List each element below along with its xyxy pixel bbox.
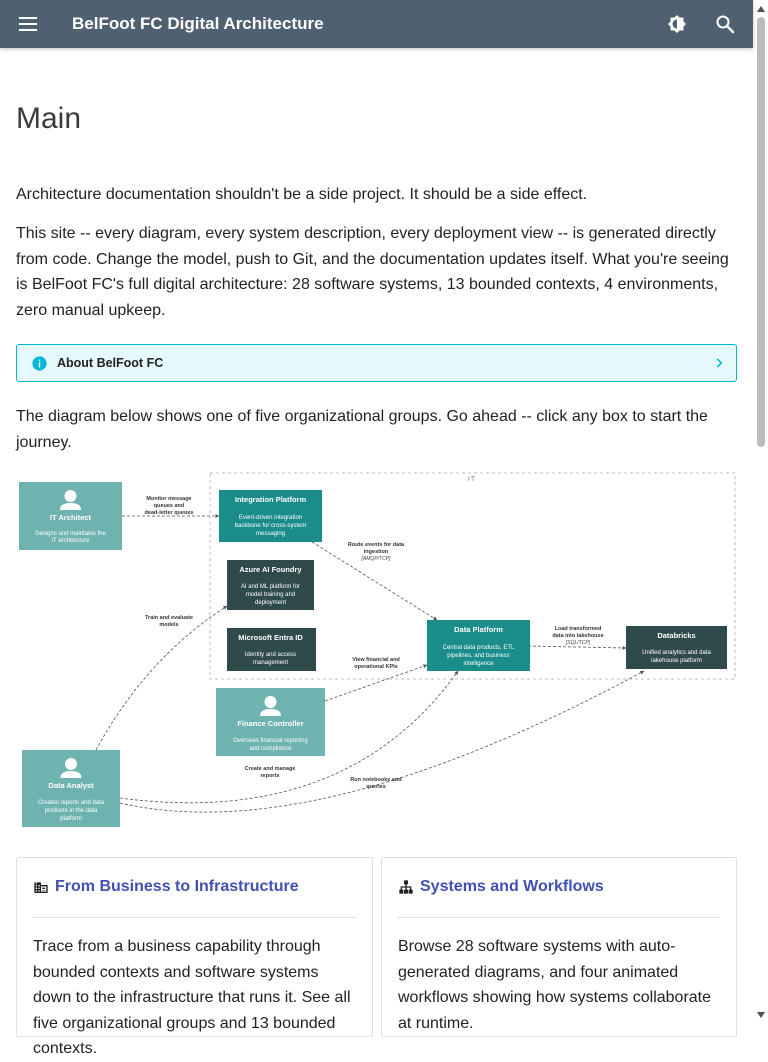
card-link-business-to-infrastructure[interactable] [33, 878, 299, 896]
node-microsoft-entra-id[interactable] [227, 628, 316, 671]
top-app-bar [0, 0, 753, 48]
edge-load [528, 646, 626, 648]
node-desc: and compliance [249, 746, 292, 752]
node-integration-platform[interactable] [219, 490, 322, 542]
node-name: Finance Controller [237, 719, 304, 728]
card-link-systems-and-workflows[interactable] [398, 878, 604, 896]
node-desc: intelligence [463, 661, 494, 667]
node-desc: IT architecture [51, 538, 90, 544]
node-desc: Unified analytics and data [642, 650, 711, 656]
edge-label-train-1: Train and evaluate [145, 615, 193, 621]
intro-paragraph: Architecture documentation shouldn't be a side project. It should be a side effect. [16, 186, 588, 203]
node-desc: Oversees financial reporting [233, 738, 308, 744]
node-desc: AI and ML platform for [240, 584, 301, 590]
scroll-down-arrow-icon[interactable] [757, 1012, 765, 1018]
scroll-thumb[interactable] [757, 17, 765, 447]
person-icon [65, 758, 77, 770]
node-name: Microsoft Entra ID [238, 633, 303, 642]
edge-label-load-2: data into lakehouse [552, 633, 604, 639]
architecture-diagram [16, 468, 737, 838]
node-desc: management [252, 660, 289, 666]
about-admonition[interactable] [16, 344, 737, 382]
description-paragraph: This site -- every diagram, every system description, every deployment view -- is generated directly from code. Change the model, push to Git, and the documentation updates itself. What you're seeing is BelFoot FC's full digital architecture: 28 software systems, 13 bounded contexts, 4 environments, zero manual upkeep. [16, 225, 729, 319]
edge-view [325, 665, 427, 701]
edge-label-route-2: ingestion [363, 549, 389, 555]
node-desc: platform [60, 816, 82, 822]
node-name: Databricks [657, 631, 696, 640]
it-boundary-label: IT [467, 476, 477, 483]
page-title: Main [16, 102, 82, 135]
node-name: Integration Platform [234, 495, 307, 504]
node-desc: pipelines, and business [447, 653, 510, 659]
info-icon [31, 355, 48, 372]
node-desc: Designs and maintains the [35, 531, 106, 537]
office-building-icon [33, 879, 49, 895]
card-title: From Business to Infrastructure [55, 878, 299, 895]
edge-tech-load: [SQL/TCP] [565, 640, 591, 646]
edge-tech-route: [AMQP/TCP] [361, 556, 391, 562]
person-icon [265, 696, 277, 708]
node-name: Data Analyst [48, 781, 94, 790]
node-name: IT Architect [50, 513, 91, 522]
node-name: Data Platform [454, 625, 503, 634]
node-desc: messaging [255, 531, 286, 537]
diagram-intro-paragraph: The diagram below shows one of five organizational groups. Go ahead -- click any box to start the journey. [16, 408, 708, 451]
node-desc: Event-driven integration [238, 515, 303, 521]
edge-label-view-1: View financial and [352, 657, 400, 663]
edge-label-notebooks-2: queries [366, 784, 386, 790]
card-body: Trace from a business capability through bounded contexts and software systems down to the infrastructure that runs it. See all five organizational groups and 13 bounded contexts. [33, 938, 351, 1058]
node-data-platform[interactable] [427, 620, 530, 671]
node-desc: Identity and access [244, 652, 297, 658]
page-scrollbar[interactable] [753, 0, 768, 1024]
edge-label-monitor-3: dead-letter queues [144, 510, 194, 516]
card-business-to-infrastructure [16, 857, 373, 1058]
scroll-up-arrow-icon[interactable] [757, 6, 765, 12]
card-systems-and-workflows [381, 857, 737, 1037]
chevron-right-icon [712, 356, 726, 370]
edge-label-create-2: reports [260, 773, 280, 779]
search-icon[interactable] [713, 12, 737, 36]
node-azure-ai-foundry[interactable] [227, 560, 314, 610]
node-desc: products in the data [44, 808, 98, 814]
node-desc: lakehouse platform [651, 658, 702, 664]
card-divider [398, 917, 720, 918]
brightness-icon[interactable] [665, 12, 689, 36]
edge-label-route-1: Route events for data [347, 542, 405, 548]
edge-label-view-2: operational KPIs [354, 664, 398, 670]
edge-label-monitor-1: Monitor message [146, 496, 192, 502]
node-desc: Creates reports and data [37, 800, 105, 806]
person-icon [65, 490, 77, 502]
node-desc: backbone for cross-system [234, 523, 307, 529]
node-data-analyst[interactable] [22, 750, 120, 827]
node-name: Azure AI Foundry [239, 565, 302, 574]
node-desc: deployment [254, 600, 287, 606]
sitemap-icon [398, 879, 414, 895]
edge-notebooks [120, 671, 644, 812]
card-title: Systems and Workflows [420, 878, 604, 895]
node-desc: model training and [245, 592, 296, 598]
node-it-architect[interactable] [19, 482, 122, 550]
card-body: Browse 28 software systems with auto-generated diagrams, and four animated workflows showing how systems collaborate at runtime. [398, 938, 712, 1032]
menu-icon[interactable] [16, 12, 40, 36]
node-desc: Central data products, ETL [442, 645, 515, 651]
node-finance-controller[interactable] [216, 688, 325, 756]
card-divider [33, 917, 356, 918]
edge-label-create-1: Create and manage [244, 766, 296, 772]
edge-label-monitor-2: queues and [153, 503, 185, 509]
edge-label-load-1: Load transformed [554, 626, 602, 632]
node-databricks[interactable] [626, 626, 727, 669]
edge-label-notebooks-1: Run notebooks and [350, 777, 402, 783]
admonition-title: About BelFoot FC [57, 356, 164, 370]
site-title[interactable]: BelFoot FC Digital Architecture [72, 14, 324, 33]
edge-label-train-2: models [159, 622, 179, 628]
